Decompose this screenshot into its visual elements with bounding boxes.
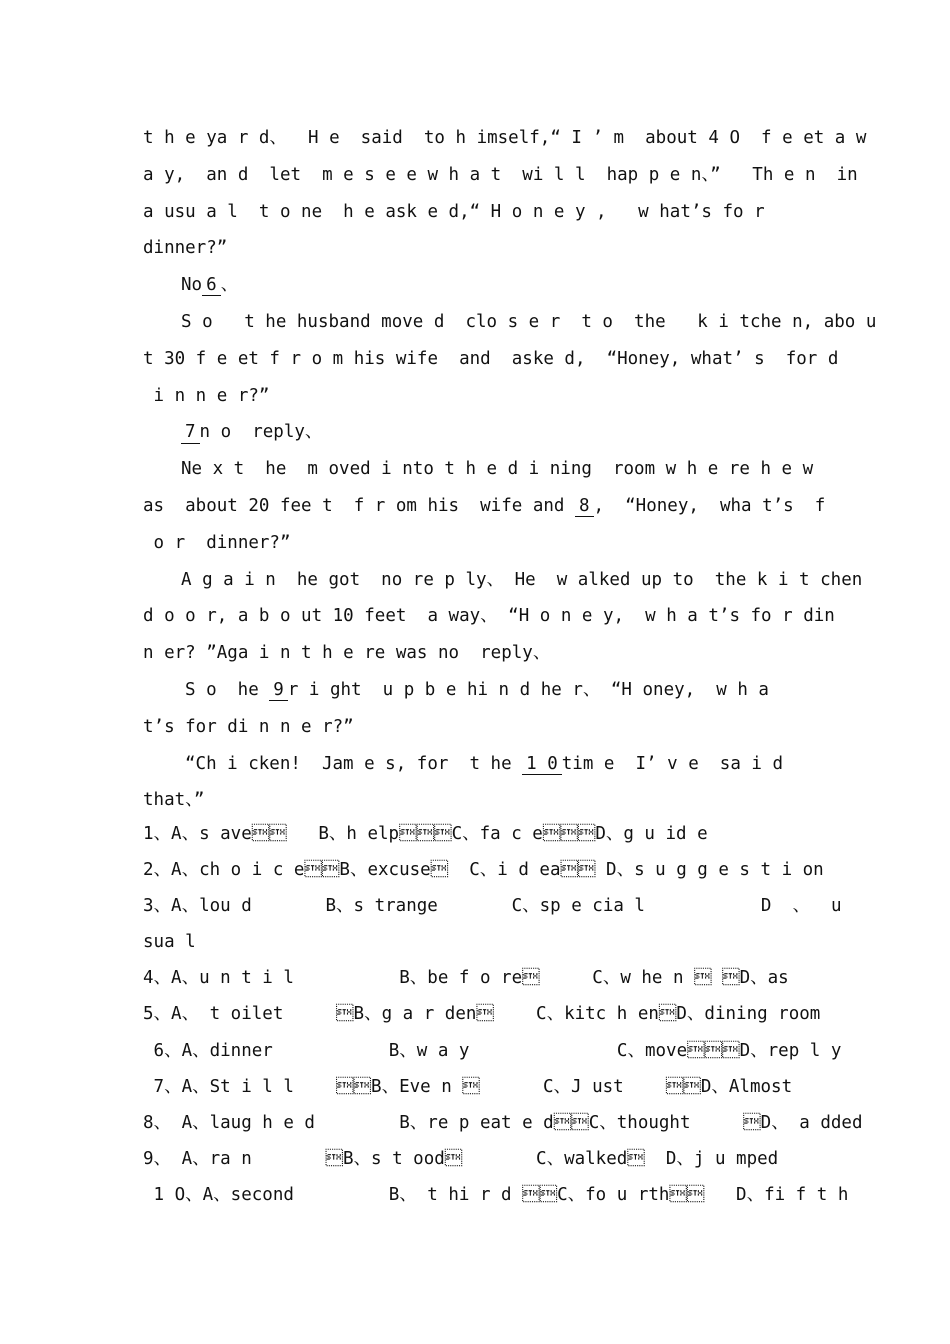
blank9-suffix: r i ght u p b e hi n d he r、 “H oney, w h a xyxy=(287,679,769,700)
passage-line: a usu a l t o ne h e ask e d,“ H o n e y , w hat’s fo r xyxy=(143,201,765,222)
passage-line: S o t he husband move d clo s e r t o the k i tche n, abo u xyxy=(181,311,877,332)
blank7-suffix: n o reply、 xyxy=(199,422,323,443)
blank8-suffix: , “Honey, wha t’s f xyxy=(593,495,826,516)
no6-prefix: No xyxy=(181,275,203,296)
passage-line: t h e ya r d、 H e said to h imself,“ I ’ m about 4 O f e et a w xyxy=(143,128,867,148)
passage-line: that、” xyxy=(143,790,205,811)
option-row: 4、A、u n t i l B、be f o re C、w he n  D、as xyxy=(143,968,789,989)
option-row: 3、A、lou d B、s trange C、sp e cia l D 、 u xyxy=(143,896,842,917)
blank-9: 9 xyxy=(269,681,288,701)
blank-8: 8 xyxy=(575,497,594,517)
passage-line: o r dinner?” xyxy=(143,532,291,553)
passage-line: A g a i n he got no re p ly、 He w alked up to the k i t chen xyxy=(181,569,863,590)
blank-10: 1 0 xyxy=(522,755,562,775)
option-row: 9、 A、ra n B、s t ood C、walked D、j u mped xyxy=(143,1148,779,1169)
blank10-suffix: tim e I’ v e sa i d xyxy=(561,753,784,774)
option-row: 1 O、A、second B、 t hi r d C、fo u rth D、fi f t h xyxy=(143,1184,849,1205)
passage-line: t’s for di n n e r?” xyxy=(143,716,354,737)
option-row: 2、A、ch o i c eB、excuse C、i d ea D、s u g g e s t i on xyxy=(143,860,824,881)
blank-7: 7 xyxy=(181,423,200,443)
option-row: 5、A、 t oilet B、g a r den C、kitc h enD、dining room xyxy=(143,1004,821,1025)
passage-line: t 30 f e et f r o m his wife and aske d, “Honey, what’ s for d xyxy=(143,348,839,369)
passage xyxy=(143,120,877,819)
passage-line: d o o r, a b o ut 10 feet a way、 “H o n e y, w h a t’s fo r din xyxy=(143,606,835,627)
blank10-prefix: “Ch i cken! Jam e s, for t he xyxy=(185,753,523,774)
option-row: 8、 A、laug h e d B、re p eat e dC、thought D、 a dded xyxy=(143,1112,863,1133)
passage-line-blank9 xyxy=(143,672,808,709)
option-row: sua l xyxy=(143,932,196,953)
blank-6: 6 xyxy=(202,276,221,296)
answer-options xyxy=(143,816,863,1213)
passage-line-blank8 xyxy=(143,488,826,525)
option-row: 6、A、dinner B、w a y C、moveD、rep l y xyxy=(143,1040,842,1061)
no6-suffix: 、 xyxy=(220,275,239,296)
passage-line-no6 xyxy=(143,267,808,304)
passage-line: Ne x t he m oved i nto t h e d i ning room w h e re h e w xyxy=(181,459,814,480)
passage-line-blank10 xyxy=(143,746,808,783)
option-row: 7、A、St i l l B、Eve n  C、J ust D、Almost xyxy=(143,1076,793,1097)
option-row: 1、A、s ave B、h elpC、fa c eD、g u id e xyxy=(143,824,708,844)
passage-line-blank7 xyxy=(143,414,808,451)
blank8-prefix: as about 20 fee t f r om his wife and xyxy=(143,495,575,516)
passage-line: a y, an d let m e s e e w h a t wi l l hap p e n、” Th e n in xyxy=(143,164,858,185)
passage-line: n er? ”Aga i n t h e re was no reply、 xyxy=(143,643,551,664)
passage-line: i n n e r?” xyxy=(143,385,270,406)
blank9-prefix: S o he xyxy=(185,679,270,700)
passage-line: dinner?” xyxy=(143,238,228,259)
